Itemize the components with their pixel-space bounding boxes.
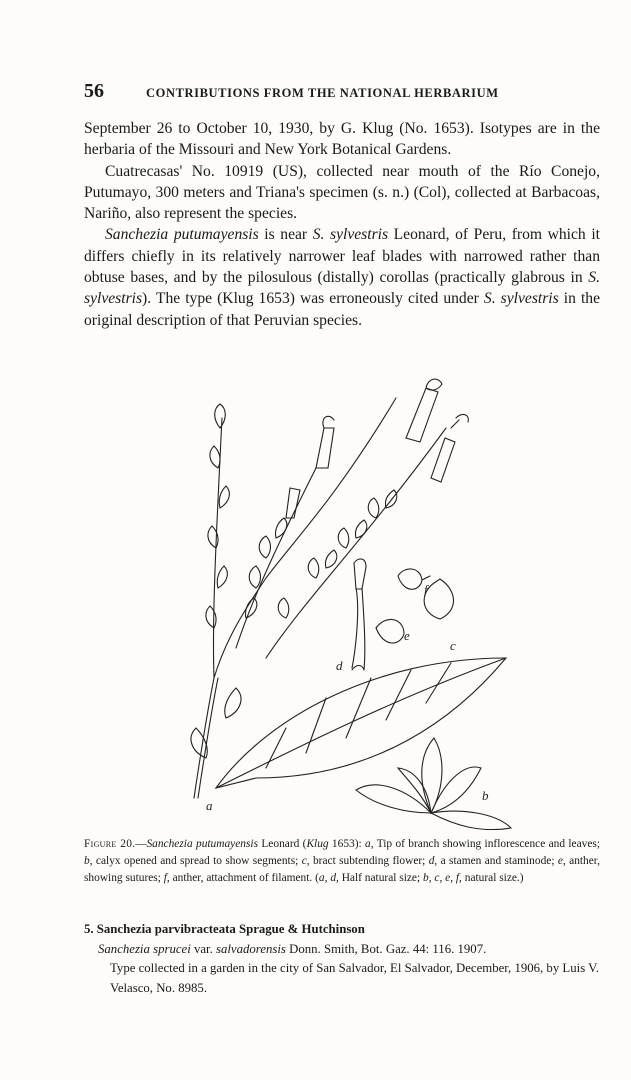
text-run: 1653): <box>328 838 366 850</box>
label-ref: c <box>301 855 307 867</box>
synonym-name: Sanchezia sprucei <box>98 941 191 956</box>
synonym-entry <box>98 940 600 960</box>
label-ref: a, d, <box>318 872 339 884</box>
anther-detail <box>376 619 404 643</box>
synonym-epithet: salvadorensis <box>216 941 286 956</box>
botanical-illustration <box>176 358 526 830</box>
illustration-svg <box>176 358 526 830</box>
label-ref: f <box>163 872 167 884</box>
paragraph-2: Cuatrecasas' No. 10919 (US), collected near mouth of the Río Conejo, Putumayo, 300 meters and Triana's specimen (s. n.) (Col), collected at Barbacoas, Nariño, also represent the species. <box>84 162 600 223</box>
text-run: is near <box>258 226 313 244</box>
body-text <box>84 118 600 331</box>
text-run: Leonard ( <box>258 838 307 850</box>
bract-detail <box>424 579 453 619</box>
collector-name: Klug <box>306 838 329 850</box>
paragraph-3 <box>84 224 600 330</box>
species-name: S. sylvestris <box>483 290 559 308</box>
species-section <box>84 920 600 998</box>
label-ref: e <box>557 855 563 867</box>
species-name: Sanchezia putumayensis <box>146 838 259 850</box>
label-ref: b <box>84 855 90 867</box>
text-run: , bract subtending flower; <box>306 855 429 867</box>
label-ref: b, c, e, f, <box>423 872 462 884</box>
section-title: 5. Sanchezia parvibracteata Sprague & Hutchinson <box>84 922 365 936</box>
text-run: in the original description of that Peruvian species. <box>84 290 600 329</box>
page-number: 56 <box>84 80 104 102</box>
figure-number: Figure 20 <box>84 838 133 850</box>
left-spike <box>213 418 222 678</box>
label-b: b <box>482 788 489 803</box>
stamen-detail <box>352 588 365 670</box>
right-spike <box>266 428 446 658</box>
text-run: natural size.) <box>461 872 524 884</box>
label-ref: d <box>428 855 435 867</box>
text-run: var. <box>190 941 216 956</box>
figure-caption <box>84 836 600 887</box>
species-name: S. sylvestris <box>312 226 389 244</box>
running-head: CONTRIBUTIONS FROM THE NATIONAL HERBARIUM <box>146 86 499 100</box>
leaf <box>216 658 506 788</box>
synonym-reference: Donn. Smith, Bot. Gaz. 44: 116. 1907. <box>285 941 487 956</box>
text-run: , Tip of branch showing inflorescence and leaves; <box>370 838 601 850</box>
label-c: c <box>450 638 456 653</box>
main-stem <box>194 398 396 798</box>
type-collection-note: Type collected in a garden in the city of San Salvador, El Salvador, December, 1906, by Luis V. Velasco, No. 8985. <box>110 961 599 995</box>
text-run: ). The type (Klug 1653) was erroneously cited under <box>142 290 484 308</box>
page-header <box>84 80 544 103</box>
text-run: Half natural size; <box>338 872 423 884</box>
label-a: a <box>206 798 213 813</box>
calyx-detail <box>356 738 511 830</box>
text-run: Leonard, of Peru, from which it differs chiefly in its relatively narrower leaf blades with narrowed rather than obtuse bases, and by the pilosulous (distally) corollas (practically glabrous in <box>84 226 600 287</box>
text-run: , anther, attachment of filament. ( <box>166 872 319 884</box>
label-e: e <box>404 628 410 643</box>
text-run: , calyx opened and spread to show segments; <box>89 855 302 867</box>
label-ref: a <box>365 838 371 850</box>
paragraph-1: September 26 to October 10, 1930, by G. Klug (No. 1653). Isotypes are in the herbaria of the Missouri and New York Botanical Gardens. <box>84 120 600 159</box>
species-name: Sanchezia putumayensis <box>105 226 259 244</box>
text-run: , a stamen and staminode; <box>434 855 558 867</box>
label-d: d <box>336 658 343 673</box>
text-run: .— <box>132 838 147 850</box>
species-name: S. sylvestris <box>84 269 600 308</box>
middle-spike <box>236 468 316 648</box>
text-run: , anther, showing sutures; <box>84 855 600 884</box>
label-f: f <box>424 582 428 597</box>
